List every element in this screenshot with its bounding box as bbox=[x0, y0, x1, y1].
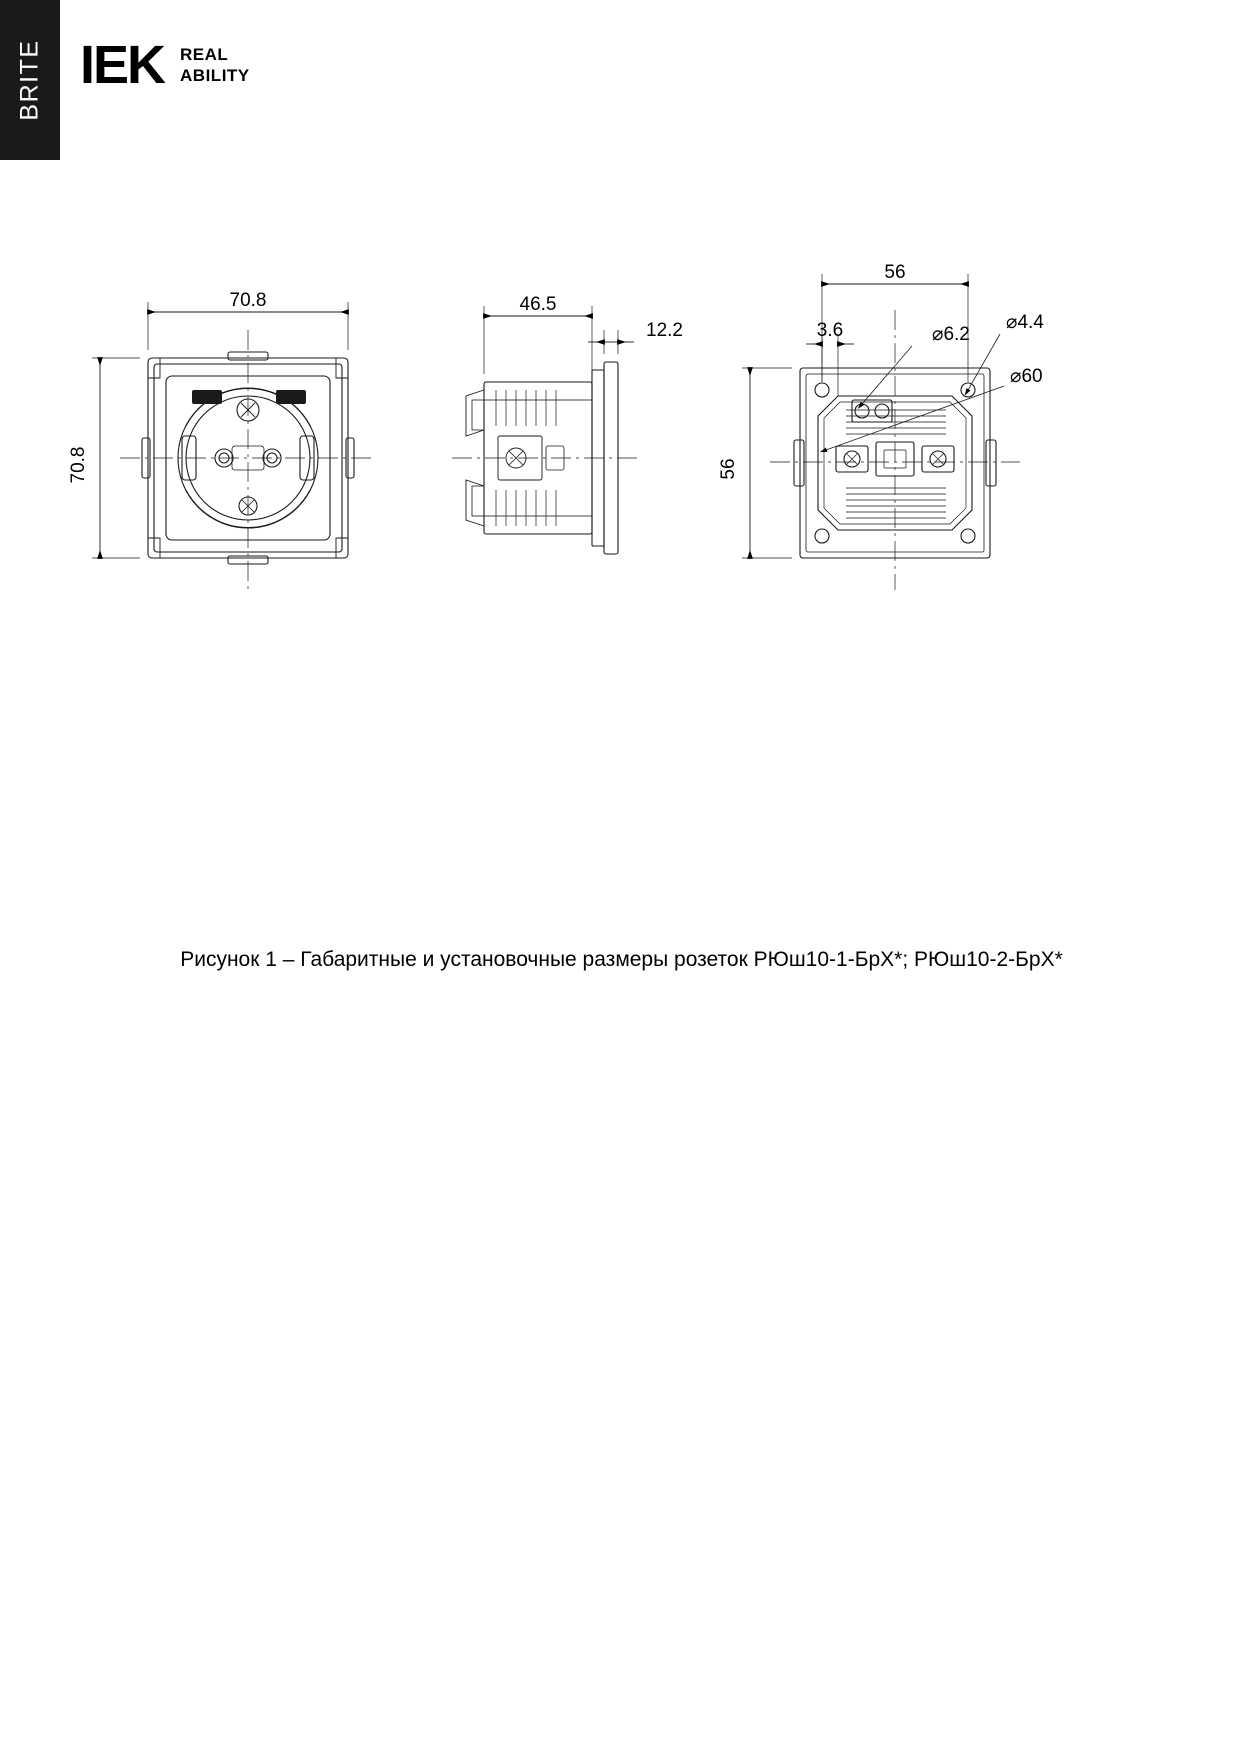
logo-block bbox=[80, 35, 250, 95]
side-view bbox=[452, 306, 640, 554]
dim-body-60: ⌀60 bbox=[1010, 366, 1043, 387]
tagline-line-1: REAL bbox=[180, 45, 229, 64]
dim-side-depth: 46.5 bbox=[519, 294, 557, 315]
page-header bbox=[0, 0, 1243, 160]
brand-tab bbox=[0, 0, 60, 160]
dim-front-width: 70.8 bbox=[229, 290, 267, 311]
brand-tab-label: BRITE bbox=[15, 39, 44, 121]
dim-rear-width: 56 bbox=[884, 262, 906, 283]
rear-view bbox=[742, 274, 1020, 590]
dim-rear-height: 56 bbox=[718, 458, 739, 480]
technical-drawing bbox=[0, 250, 1243, 670]
front-view bbox=[92, 302, 376, 590]
dim-hole-62: ⌀6.2 bbox=[932, 324, 970, 345]
drawing-svg bbox=[0, 250, 1243, 670]
dim-front-height: 70.8 bbox=[68, 446, 89, 484]
tagline-line-2: ABILITY bbox=[180, 66, 250, 85]
dim-rear-offset: 3.6 bbox=[816, 320, 844, 341]
dim-side-faceplate: 12.2 bbox=[646, 320, 683, 341]
logo-tagline bbox=[180, 44, 250, 86]
iek-logo-text: IEK bbox=[80, 35, 165, 95]
figure-caption: Рисунок 1 – Габаритные и установочные размеры розеток РЮш10-1-БрХ*; РЮш10-2-БрХ* bbox=[180, 948, 1063, 971]
dim-hole-44: ⌀4.4 bbox=[1006, 312, 1044, 333]
